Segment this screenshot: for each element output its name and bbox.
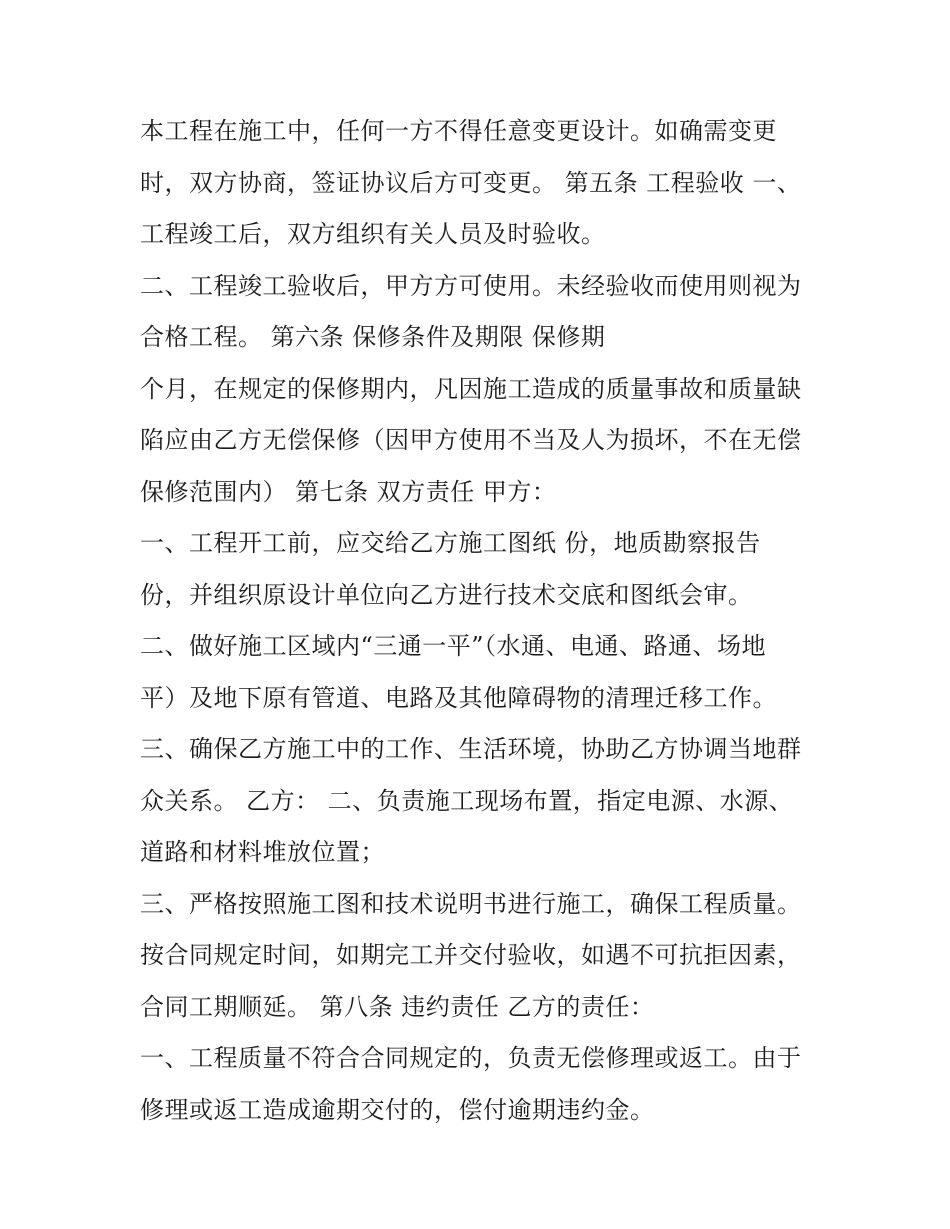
text-line: 众关系。 乙方： 二、负责施工现场布置，指定电源、水源、 [140, 786, 794, 815]
text-line: 本工程在施工中，任何一方不得任意变更设计。如确需变更 [140, 117, 777, 145]
text-line: 陷应由乙方无偿保修（因甲方使用不当及人为损坏，不在无偿 [140, 426, 802, 454]
text-line: 修理或返工造成逾期交付的，偿付逾期违约金。 [140, 1095, 655, 1124]
text-line: 道路和材料堆放位置； [140, 838, 385, 866]
text-line: 时，双方协商，签证协议后方可变更。 第五条 工程验收 一、 [140, 168, 802, 197]
text-line: 三、严格按照施工图和技术说明书进行施工，确保工程质量。 [140, 889, 802, 918]
text-line: 合同工期顺延。 第八条 违约责任 乙方的责任： [140, 992, 655, 1021]
text-line: 份，并组织原设计单位向乙方进行技术交底和图纸会审。 [140, 580, 753, 609]
text-line: 保修范围内） 第七条 双方责任 甲方： [140, 477, 557, 506]
text-line: 平）及地下原有管道、电路及其他障碍物的清理迁移工作。 [140, 683, 777, 712]
text-line: 二、做好施工区域内“三通一平”（水通、电通、路通、场地 [140, 632, 767, 660]
text-line: 按合同规定时间，如期完工并交付验收，如遇不可抗拒因素， [140, 941, 802, 969]
text-line: 合格工程。 第六条 保修条件及期限 保修期 [140, 323, 606, 351]
text-line: 一、工程质量不符合合同规定的，负责无偿修理或返工。由于 [140, 1044, 802, 1072]
contract-body-text [140, 110, 820, 1140]
text-line: 二、工程竣工验收后，甲方方可使用。未经验收而使用则视为 [140, 271, 802, 300]
text-line: 三、确保乙方施工中的工作、生活环境，协助乙方协调当地群 [140, 735, 802, 763]
text-line: 个月，在规定的保修期内，凡因施工造成的质量事故和质量缺 [140, 374, 802, 403]
text-line: 一、工程开工前，应交给乙方施工图纸 份，地质勘察报告 [140, 529, 761, 557]
text-line: 工程竣工后，双方组织有关人员及时验收。 [140, 220, 606, 248]
